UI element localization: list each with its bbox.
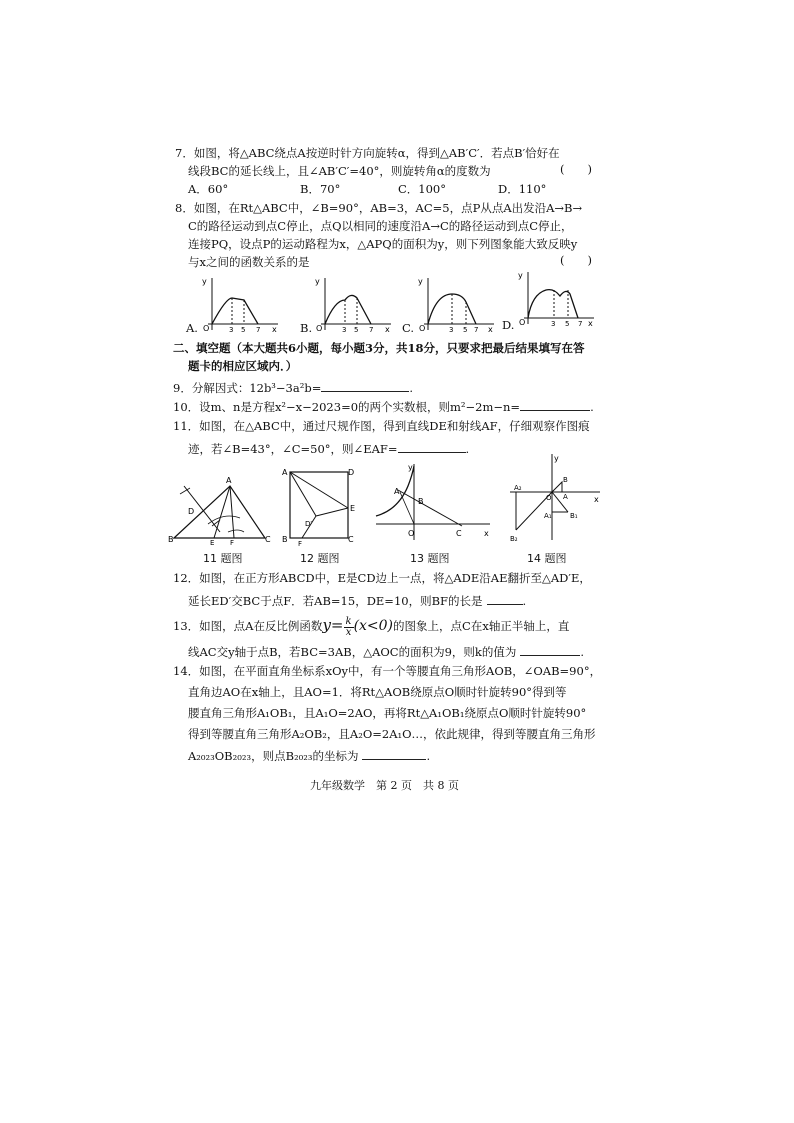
q8c-x: x xyxy=(488,325,493,332)
q7-option-c: C．100° xyxy=(398,182,446,196)
q8-paren: ( ) xyxy=(560,253,592,267)
q8-label-a: A. xyxy=(186,321,198,335)
f13-c: C xyxy=(456,529,462,538)
q11-line2: 迹，若∠B=43°，∠C=50°，则∠EAF= . xyxy=(188,442,470,456)
q8a-t5: 5 xyxy=(241,326,246,332)
q13-line1: 13．如图，点A在反比例函数y= $\frac{k}{x}$ (x<0)的图象上，点C在x轴正半轴上，直 xyxy=(173,615,570,638)
q8b-o: O xyxy=(316,324,323,332)
q8-line1: 8．如图，在Rt△ABC中，∠B=90°，AB=3，AC=5，点P从点A出发沿A→B→ xyxy=(175,201,583,215)
q14-line4: 得到等腰直角三角形A₂OB₂，且A₂O=2A₁O…，依此规律，得到等腰直角三角形 xyxy=(188,727,596,741)
q13-answer-blank[interactable] xyxy=(520,644,580,656)
q14-line2: 直角边AO在x轴上，且AO=1．将Rt△AOB绕原点O顺时针旋转90°得到等 xyxy=(188,685,567,699)
q8-label-b: B. xyxy=(300,321,313,335)
q8c-t3: 3 xyxy=(449,326,454,332)
f13-o: O xyxy=(408,529,415,538)
f14-o: O xyxy=(546,494,552,502)
f13-y: y xyxy=(408,463,413,472)
q14-line1: 14．如图，在平面直角坐标系xOy中，有一个等腰直角三角形AOB，∠OAB=90°， xyxy=(173,664,602,678)
q8-label-c: C. xyxy=(402,321,415,335)
q8b-t3: 3 xyxy=(342,326,347,332)
section2-line1: 二、填空题（本大题共6小题，每小题3分，共18分，只要求把最后结果填写在答 xyxy=(173,341,585,355)
f14-x: x xyxy=(594,495,599,504)
q11-answer-blank[interactable] xyxy=(398,441,466,453)
q8d-o: O xyxy=(519,318,526,326)
q13-func-y: y xyxy=(322,616,331,634)
f12-d: D xyxy=(348,468,355,477)
q13-fraction: $\frac{k}{x}$ xyxy=(345,615,352,638)
q8c-t7: 7 xyxy=(474,326,479,332)
q8d-t7: 7 xyxy=(578,320,583,326)
figure-14 xyxy=(506,452,604,544)
q12-line1: 12．如图，在正方形ABCD中，E是CD边上一点，将△ADE沿AE翻折至△AD′E， xyxy=(173,571,591,585)
q8b-t5: 5 xyxy=(354,326,359,332)
q12-answer-blank[interactable] xyxy=(487,593,523,605)
q8d-t3: 3 xyxy=(551,320,556,326)
f11-f: F xyxy=(230,539,235,546)
q9-text: 9．分解因式：12b³−3a²b= xyxy=(173,381,322,395)
f14-a: A xyxy=(563,493,568,501)
q14-line5: A₂₀₂₃OB₂₀₂₃，则点B₂₀₂₃的坐标为 . xyxy=(188,749,431,763)
q10-answer-blank[interactable] xyxy=(520,399,590,411)
q7-option-d: D．110° xyxy=(498,182,547,196)
f14-a2: A₂ xyxy=(514,484,522,492)
q8-line4: 与x之间的函数关系的是 xyxy=(188,255,310,269)
f12-a: A xyxy=(282,468,288,477)
q8-line3: 连接PQ，设点P的运动路程为x，△APQ的面积为y，则下列图象能大致反映y xyxy=(188,237,578,251)
section2-line2: 题卡的相应区域内．） xyxy=(188,359,298,373)
q11-line1: 11．如图，在△ABC中，通过尺规作图，得到直线DE和射线AF，仔细观察作图痕 xyxy=(173,419,590,433)
figure-11 xyxy=(168,472,273,546)
caption-fig12: 12 题图 xyxy=(300,552,340,565)
f14-a1: A₁ xyxy=(544,512,552,520)
q8-label-d: D. xyxy=(502,318,515,332)
q8c-y: y xyxy=(418,277,423,286)
q8-line2: C的路径运动到点C停止，点Q以相同的速度沿A→C的路径运动到点C停止， xyxy=(188,219,573,233)
q8c-t5: 5 xyxy=(463,326,468,332)
f14-y: y xyxy=(554,454,559,463)
q7-paren: ( ) xyxy=(560,162,592,176)
f11-c: C xyxy=(265,535,271,544)
q7-option-a: A．60° xyxy=(188,182,229,196)
q8-graph-b xyxy=(313,272,393,332)
q7-line1: 7．如图，将△ABC绕点A按逆时针方向旋转α，得到△AB′C′．若点B′恰好在 xyxy=(175,146,560,160)
caption-fig14: 14 题图 xyxy=(527,552,567,565)
f12-e: E xyxy=(350,504,356,513)
q10-text: 10．设m、n是方程x²−x−2023=0的两个实数根，则m²−2m−n= xyxy=(173,400,521,414)
q7-line2: 线段BC的延长线上，且∠AB′C′=40°，则旋转角α的度数为 xyxy=(188,164,491,178)
f13-x: x xyxy=(484,529,489,538)
q8b-x: x xyxy=(385,325,390,332)
q8d-t5: 5 xyxy=(565,320,570,326)
q8c-o: O xyxy=(419,324,426,332)
q8b-t7: 7 xyxy=(369,326,374,332)
f14-b: B xyxy=(563,476,568,484)
q8-graph-a xyxy=(200,272,280,332)
q14-line3: 腰直角三角形A₁OB₁，且A₁O=2AO，再将Rt△A₁OB₁绕原点O顺时针旋转90° xyxy=(188,706,587,720)
f11-d: D xyxy=(188,507,195,516)
f14-b1: B₁ xyxy=(570,512,578,520)
figure-13 xyxy=(370,460,495,546)
f12-f: F xyxy=(298,540,303,546)
q8a-x: x xyxy=(272,325,277,332)
q8d-y: y xyxy=(518,271,523,280)
q10: 10．设m、n是方程x²−x−2023=0的两个实数根，则m²−2m−n= . xyxy=(173,400,594,414)
q12-line2: 延长ED′交BC于点F．若AB=15，DE=10，则BF的长是 . xyxy=(188,594,527,608)
caption-fig13: 13 题图 xyxy=(410,552,450,565)
page-footer: 九年级数学 第 2 页 共 8 页 xyxy=(310,779,459,792)
q8a-y: y xyxy=(202,277,207,286)
q8-graph-c xyxy=(416,272,496,332)
f13-b: B xyxy=(418,497,424,506)
q9-answer-blank[interactable] xyxy=(321,380,409,392)
q8d-x: x xyxy=(588,319,593,326)
q8a-t3: 3 xyxy=(229,326,234,332)
f11-e: E xyxy=(210,539,215,546)
q8-graph-d xyxy=(516,266,596,326)
f12-c: C xyxy=(348,535,354,544)
q7-option-b: B．70° xyxy=(300,182,341,196)
q8a-o: O xyxy=(203,324,210,332)
f11-b: B xyxy=(168,535,174,544)
f14-b2: B₂ xyxy=(510,535,518,543)
f12-b: B xyxy=(282,535,288,544)
f12-dprime: D′ xyxy=(305,520,312,528)
q8b-y: y xyxy=(315,277,320,286)
caption-fig11: 11 题图 xyxy=(203,552,243,565)
q8a-t7: 7 xyxy=(256,326,261,332)
q9: 9．分解因式：12b³−3a²b= . xyxy=(173,381,413,395)
q13-line2: 线AC交y轴于点B，若BC=3AB，△AOC的面积为9，则k的值为 . xyxy=(188,645,585,659)
f11-a: A xyxy=(226,476,232,485)
q14-answer-blank[interactable] xyxy=(362,748,426,760)
f13-a: A xyxy=(394,487,400,496)
figure-12 xyxy=(280,466,360,546)
